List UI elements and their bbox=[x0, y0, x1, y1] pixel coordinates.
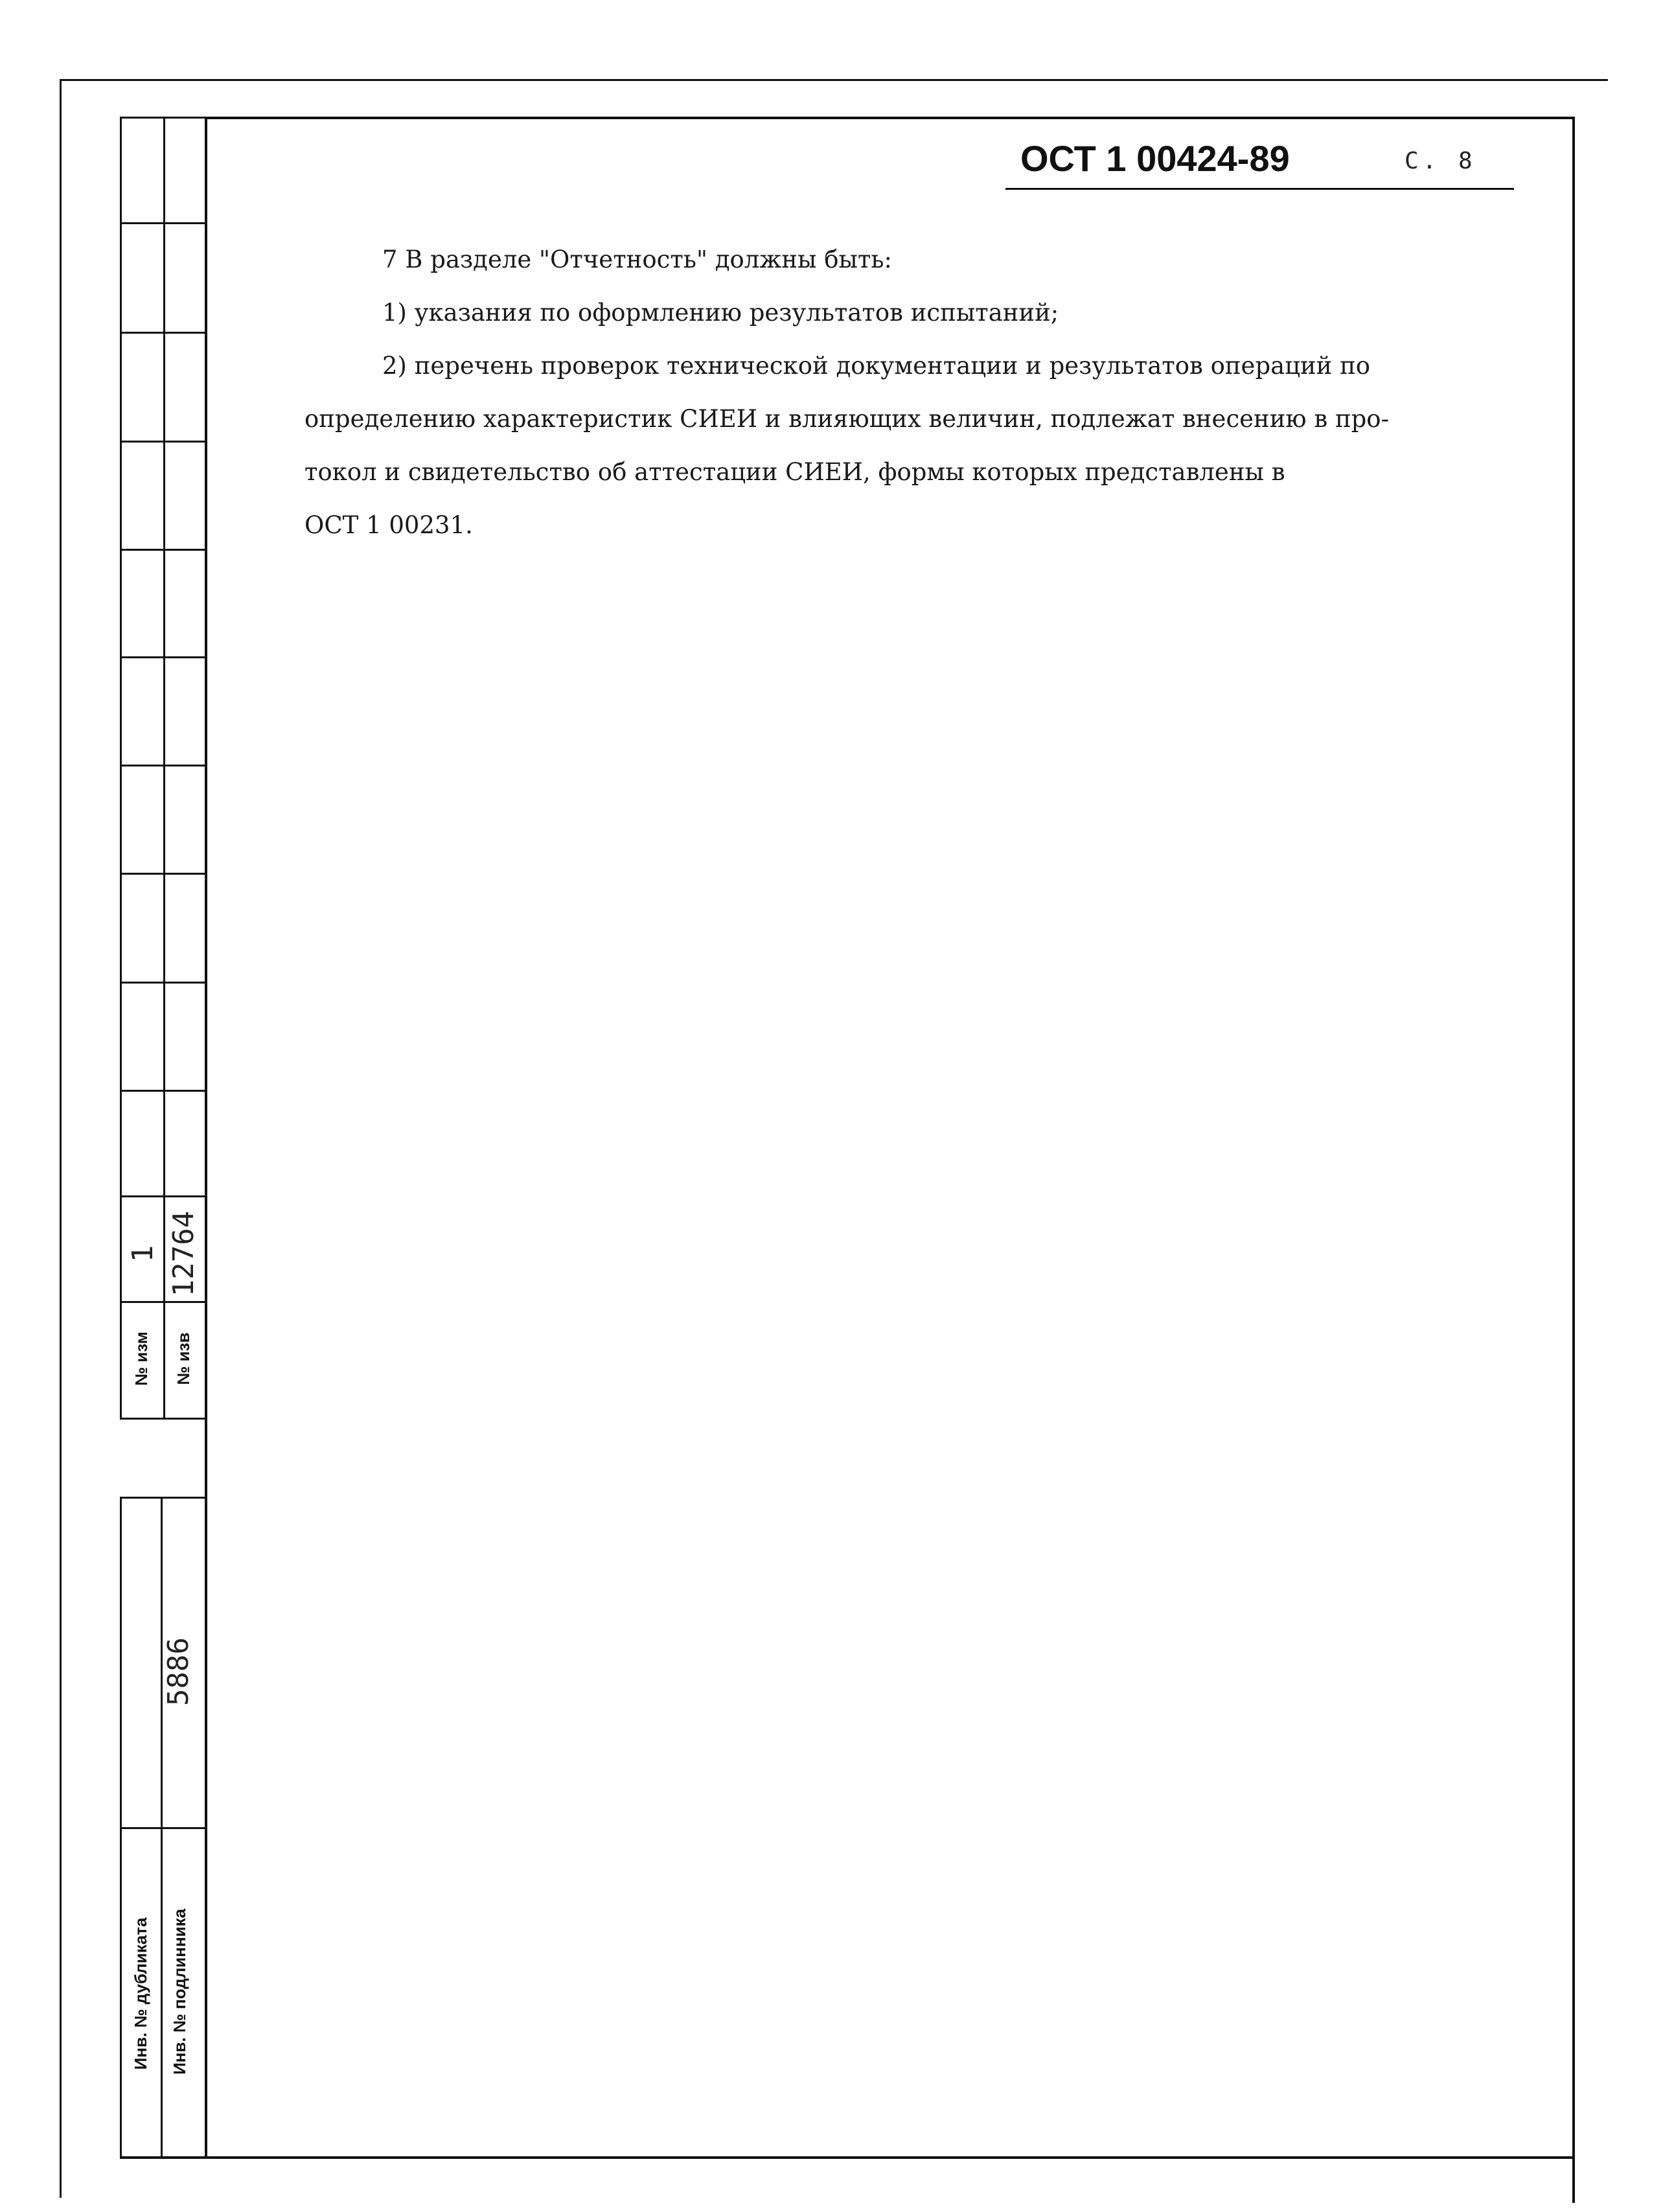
izv-value: 12764 bbox=[167, 1210, 200, 1297]
stamp-row-divider bbox=[120, 222, 207, 224]
izv-label: № изв bbox=[174, 1332, 193, 1385]
main-frame-bottom bbox=[120, 2156, 1575, 2159]
stamp-row-divider bbox=[120, 656, 207, 658]
stamp-row-divider bbox=[120, 1090, 207, 1092]
main-frame-left bbox=[205, 117, 207, 2158]
stamp-row-divider bbox=[120, 332, 207, 334]
stamp-row-divider bbox=[120, 982, 207, 984]
outer-frame-left bbox=[60, 79, 62, 2198]
document-code: ОСТ 1 00424-89 bbox=[1020, 138, 1290, 179]
lower-stamp-top bbox=[120, 1497, 207, 1499]
main-frame-right bbox=[1572, 117, 1575, 2203]
izm-value: 1 bbox=[126, 1245, 159, 1263]
stamp-row-divider bbox=[120, 873, 207, 875]
body-continuation-line: определению характеристик СИЕИ и влияющих величин, подлежат внесению в про- bbox=[304, 405, 1390, 433]
dublikat-label: Инв. № дубликата bbox=[131, 1917, 150, 2070]
stamp-column-left bbox=[120, 117, 122, 1419]
podlinnik-value: 5886 bbox=[162, 1637, 195, 1706]
podlinnik-label: Инв. № подлинника bbox=[170, 1908, 189, 2075]
stamp-row-divider bbox=[120, 549, 207, 551]
stamp-column-mid bbox=[163, 117, 165, 1419]
header-underline bbox=[1005, 188, 1514, 190]
stamp-column-top bbox=[120, 117, 207, 119]
lower-stamp-divider bbox=[120, 1827, 207, 1829]
body-paragraph: 1) указания по оформлению результатов испытаний; bbox=[382, 299, 1059, 327]
body-continuation-line: ОСТ 1 00231. bbox=[304, 511, 473, 539]
body-paragraph: 2) перечень проверок технической документации и результатов операций по bbox=[382, 352, 1371, 380]
page-number: С. 8 bbox=[1405, 148, 1476, 174]
izm-label: № изм bbox=[132, 1331, 151, 1386]
body-continuation-line: токол и свидетельство об аттестации СИЕИ, формы которых представлены в bbox=[304, 458, 1285, 486]
stamp-row-divider bbox=[120, 765, 207, 766]
main-frame-top bbox=[205, 117, 1575, 119]
stamp-row-divider bbox=[120, 1418, 207, 1420]
stamp-row-divider bbox=[120, 441, 207, 443]
body-paragraph: 7 В разделе "Отчетность" должны быть: bbox=[382, 246, 892, 273]
outer-frame-top bbox=[60, 79, 1608, 81]
